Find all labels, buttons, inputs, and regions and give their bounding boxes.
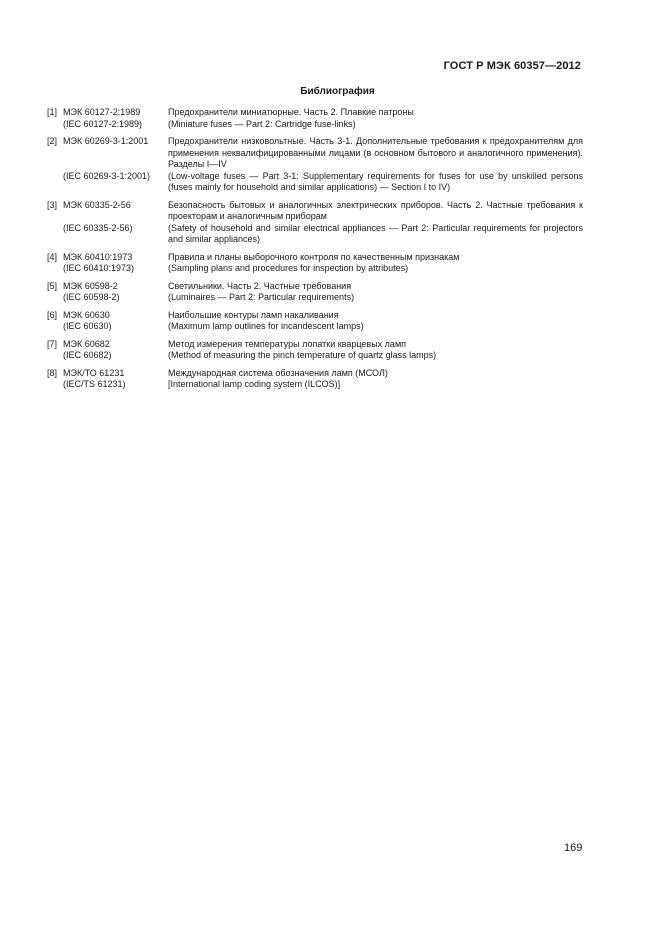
bibliography-entry-1 [47, 107, 583, 130]
entry-number: [5] [47, 280, 58, 291]
bibliography-entry-6 [47, 310, 583, 333]
bibliography-row [47, 200, 583, 223]
bibliography-list [47, 107, 583, 397]
entry-code-ru: МЭК 60335-2-56 [63, 199, 131, 210]
bibliography-entry-7 [47, 339, 583, 362]
entry-code-ru: МЭК 60682 [63, 338, 110, 349]
bibliography-row [47, 171, 583, 194]
bibliography-row [47, 292, 583, 304]
bibliography-row [47, 310, 583, 322]
entry-title-en: (Maximum lamp outlines for incandescent lamps) [168, 321, 364, 331]
entry-code-ru: МЭК 60127-2:1989 [63, 107, 141, 117]
bibliography-row [47, 107, 583, 119]
bibliography-row [47, 281, 583, 293]
entry-title-ru: Светильники. Часть 2. Частные требования [168, 280, 352, 291]
entry-number: [6] [47, 309, 58, 320]
entry-code-en: (IEC 60682) [63, 350, 112, 360]
entry-title-en: (Miniature fuses — Part 2: Cartridge fuse-links) [168, 118, 356, 129]
entry-title-en: [International lamp coding system (ILCOS)] [168, 379, 341, 389]
bibliography-entry-8 [47, 368, 583, 391]
bibliography-row [47, 379, 583, 391]
entry-number: [2] [47, 136, 58, 146]
entry-title-en: (Luminaires — Part 2: Particular requirements) [168, 292, 355, 302]
entry-code-ru: МЭК 60630 [63, 309, 110, 320]
entry-code-en: (IEC 60127-2:1989) [63, 118, 143, 129]
entry-code-en: (IEC 60269-3-1:2001) [63, 170, 151, 181]
bibliography-row [47, 252, 583, 264]
entry-title-ru: Безопасность бытовых и аналогичных электрических приборов. Часть 2. Частные требования к проекторам и аналогичным приборам [168, 199, 583, 221]
entry-title-ru: Предохранители низковольтные. Часть 3-1. Дополнительные требования к предохранителям для применения неквалифицированными лицами (в основном бытового и аналогичного применения). Разделы I—IV [168, 136, 583, 169]
document-header: ГОСТ Р МЭК 60357—2012 [443, 60, 581, 72]
bibliography-row [47, 119, 583, 131]
bibliography-entry-3 [47, 200, 583, 246]
entry-title-ru: Предохранители миниатюрные. Часть 2. Плавкие патроны [168, 107, 414, 117]
bibliography-row [47, 223, 583, 246]
entry-title-en: (Sampling plans and procedures for inspection by attributes) [168, 263, 409, 273]
entry-number: [8] [47, 367, 58, 378]
entry-title-en: (Method of measuring the pinch temperature of quartz glass lamps) [168, 350, 437, 360]
bibliography-entry-5 [47, 281, 583, 304]
bibliography-row [47, 339, 583, 351]
entry-title-ru: Метод измерения температуры лопатки кварцевых ламп [168, 338, 406, 349]
entry-code-ru: МЭК 60598-2 [63, 280, 118, 291]
page-number: 169 [564, 842, 583, 854]
entry-number: [3] [47, 199, 58, 210]
entry-code-en: (IEC 60630) [63, 321, 112, 331]
bibliography-title: Библиография [300, 86, 375, 97]
entry-number: [4] [47, 251, 58, 262]
entry-code-en: (IEC 60598-2) [63, 292, 120, 302]
entry-title-ru: Правила и планы выборочного контроля по качественным признакам [168, 251, 460, 262]
entry-code-en: (IEC/TS 61231) [63, 379, 126, 389]
entry-title-ru: Наибольшие контуры ламп накаливания [168, 309, 339, 320]
bibliography-entry-4 [47, 252, 583, 275]
entry-code-en: (IEC 60335-2-56) [63, 222, 133, 233]
bibliography-row [47, 321, 583, 333]
bibliography-row [47, 350, 583, 362]
bibliography-row [47, 263, 583, 275]
bibliography-row [47, 368, 583, 380]
entry-code-ru: МЭК 60410:1973 [63, 251, 133, 262]
bibliography-entry-2 [47, 136, 583, 194]
entry-title-ru: Международная система обозначения ламп (МСОЛ) [168, 367, 388, 378]
entry-title-en: (Low-voltage fuses — Part 3-1: Supplementary requirements for fuses for use by unskilled persons (fuses mainly for household and similar applications) — Section I to IV) [168, 170, 583, 192]
bibliography-row [47, 136, 583, 171]
entry-number: [1] [47, 107, 58, 117]
entry-title-en: (Safety of household and similar electrical appliances — Part 2: Particular requirements for projectors and similar appliances) [168, 222, 583, 244]
entry-number: [7] [47, 338, 58, 349]
entry-code-ru: МЭК/ТО 61231 [63, 367, 125, 378]
entry-code-ru: МЭК 60269-3-1:2001 [63, 136, 149, 146]
entry-code-en: (IEC 60410:1973) [63, 263, 135, 273]
